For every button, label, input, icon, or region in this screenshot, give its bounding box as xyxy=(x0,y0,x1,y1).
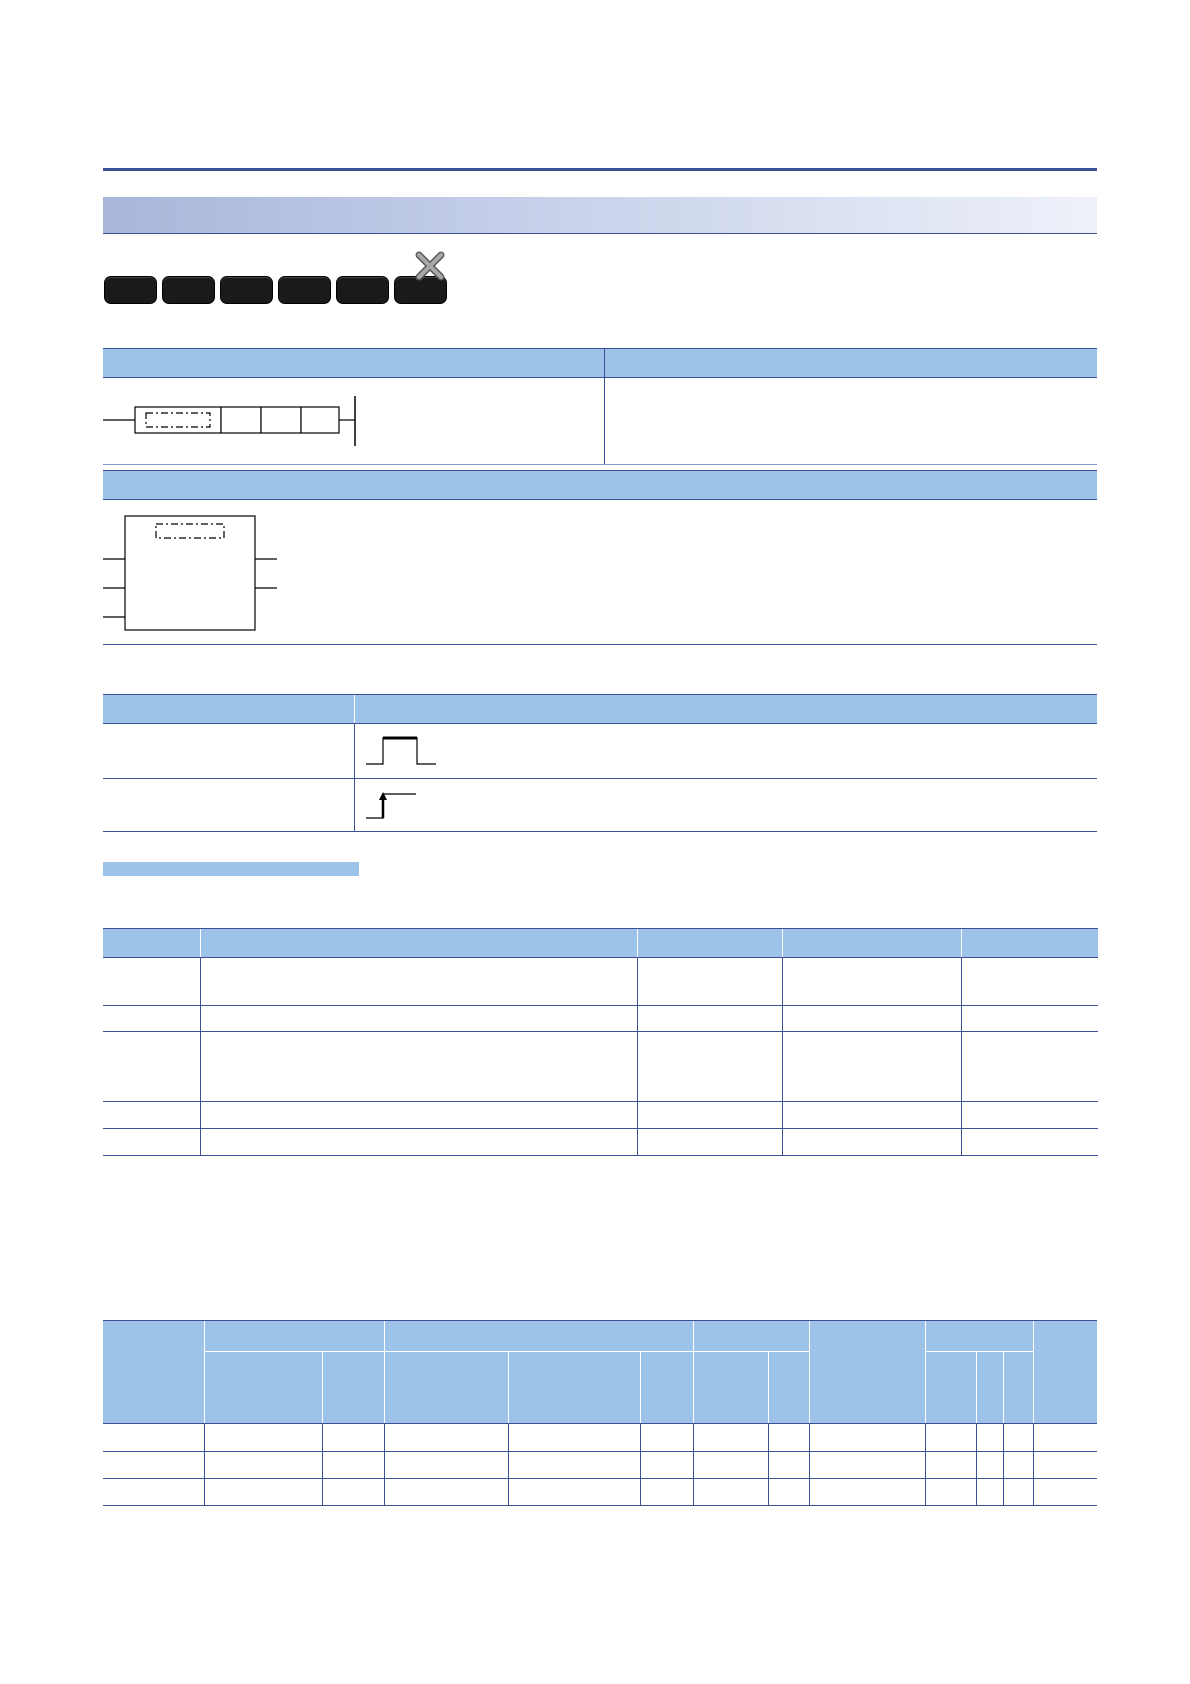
operand-row-1 xyxy=(103,1005,1098,1006)
device-hdr-sv1 xyxy=(322,1352,323,1423)
device-row-1 xyxy=(103,1451,1097,1452)
device-col-6 xyxy=(693,1424,694,1506)
device-hdr-sv6 xyxy=(1003,1352,1004,1423)
device-hdr-sv2 xyxy=(508,1352,509,1423)
syntax-table-header xyxy=(103,348,1097,378)
device-col-7 xyxy=(768,1424,769,1506)
device-hdr-v2 xyxy=(384,1321,385,1423)
device-col-3 xyxy=(384,1424,385,1506)
device-col-1 xyxy=(204,1424,205,1506)
ladder-rung-icon xyxy=(103,396,363,450)
rising-edge-icon xyxy=(366,790,426,822)
syntax-table-divider xyxy=(604,348,605,464)
device-col-4 xyxy=(508,1424,509,1506)
operand-table-header xyxy=(103,928,1098,958)
operand-row-2 xyxy=(103,1031,1098,1032)
device-hdr-h3 xyxy=(693,1351,809,1352)
operand-col-div-1 xyxy=(200,958,201,1155)
device-col-9 xyxy=(925,1424,926,1506)
setting-data-subheading xyxy=(103,862,359,876)
function-block-icon xyxy=(103,514,283,634)
device-col-8 xyxy=(809,1424,810,1506)
execution-header-divider xyxy=(354,695,355,723)
device-hdr-sv3 xyxy=(640,1352,641,1423)
syntax-table-bottom xyxy=(103,464,1097,465)
operand-header-div-3 xyxy=(782,929,783,957)
operand-row-3 xyxy=(103,1101,1098,1102)
cpu-badge-2 xyxy=(162,276,215,304)
operand-col-div-3 xyxy=(782,958,783,1155)
operand-col-div-4 xyxy=(961,958,962,1155)
device-row-3 xyxy=(103,1505,1097,1506)
pulse-waveform-icon xyxy=(366,734,436,768)
cpu-badge-4 xyxy=(278,276,331,304)
cpu-badge-5 xyxy=(336,276,389,304)
cpu-badge-3 xyxy=(220,276,273,304)
fbd-table-header xyxy=(103,470,1097,500)
device-col-12 xyxy=(1033,1424,1034,1506)
device-hdr-v1 xyxy=(204,1321,205,1423)
device-row-2 xyxy=(103,1478,1097,1479)
device-col-5 xyxy=(640,1424,641,1506)
device-table-header xyxy=(103,1320,1097,1424)
operand-header-div-2 xyxy=(637,929,638,957)
execution-table-bottom xyxy=(103,831,1097,832)
operand-col-div-2 xyxy=(637,958,638,1155)
device-hdr-h4 xyxy=(925,1351,1033,1352)
cross-icon xyxy=(414,250,446,282)
device-hdr-sv5 xyxy=(976,1352,977,1423)
device-hdr-v3 xyxy=(693,1321,694,1423)
device-hdr-h2 xyxy=(384,1351,693,1352)
cpu-badge-1 xyxy=(104,276,157,304)
device-hdr-sv4 xyxy=(768,1352,769,1423)
instruction-title-band xyxy=(103,197,1097,234)
device-hdr-v5 xyxy=(925,1321,926,1423)
operand-row-5 xyxy=(103,1155,1098,1156)
page-top-rule xyxy=(103,168,1097,171)
device-hdr-h1 xyxy=(204,1351,384,1352)
execution-table-header xyxy=(103,694,1097,724)
device-col-2 xyxy=(322,1424,323,1506)
device-col-11 xyxy=(1003,1424,1004,1506)
operand-row-4 xyxy=(103,1128,1098,1129)
device-hdr-v4 xyxy=(809,1321,810,1423)
operand-header-div-1 xyxy=(200,929,201,957)
execution-row-divider xyxy=(103,778,1097,779)
fbd-table-bottom xyxy=(103,644,1097,645)
operand-header-div-4 xyxy=(961,929,962,957)
device-col-10 xyxy=(976,1424,977,1506)
device-hdr-v6 xyxy=(1033,1321,1034,1423)
